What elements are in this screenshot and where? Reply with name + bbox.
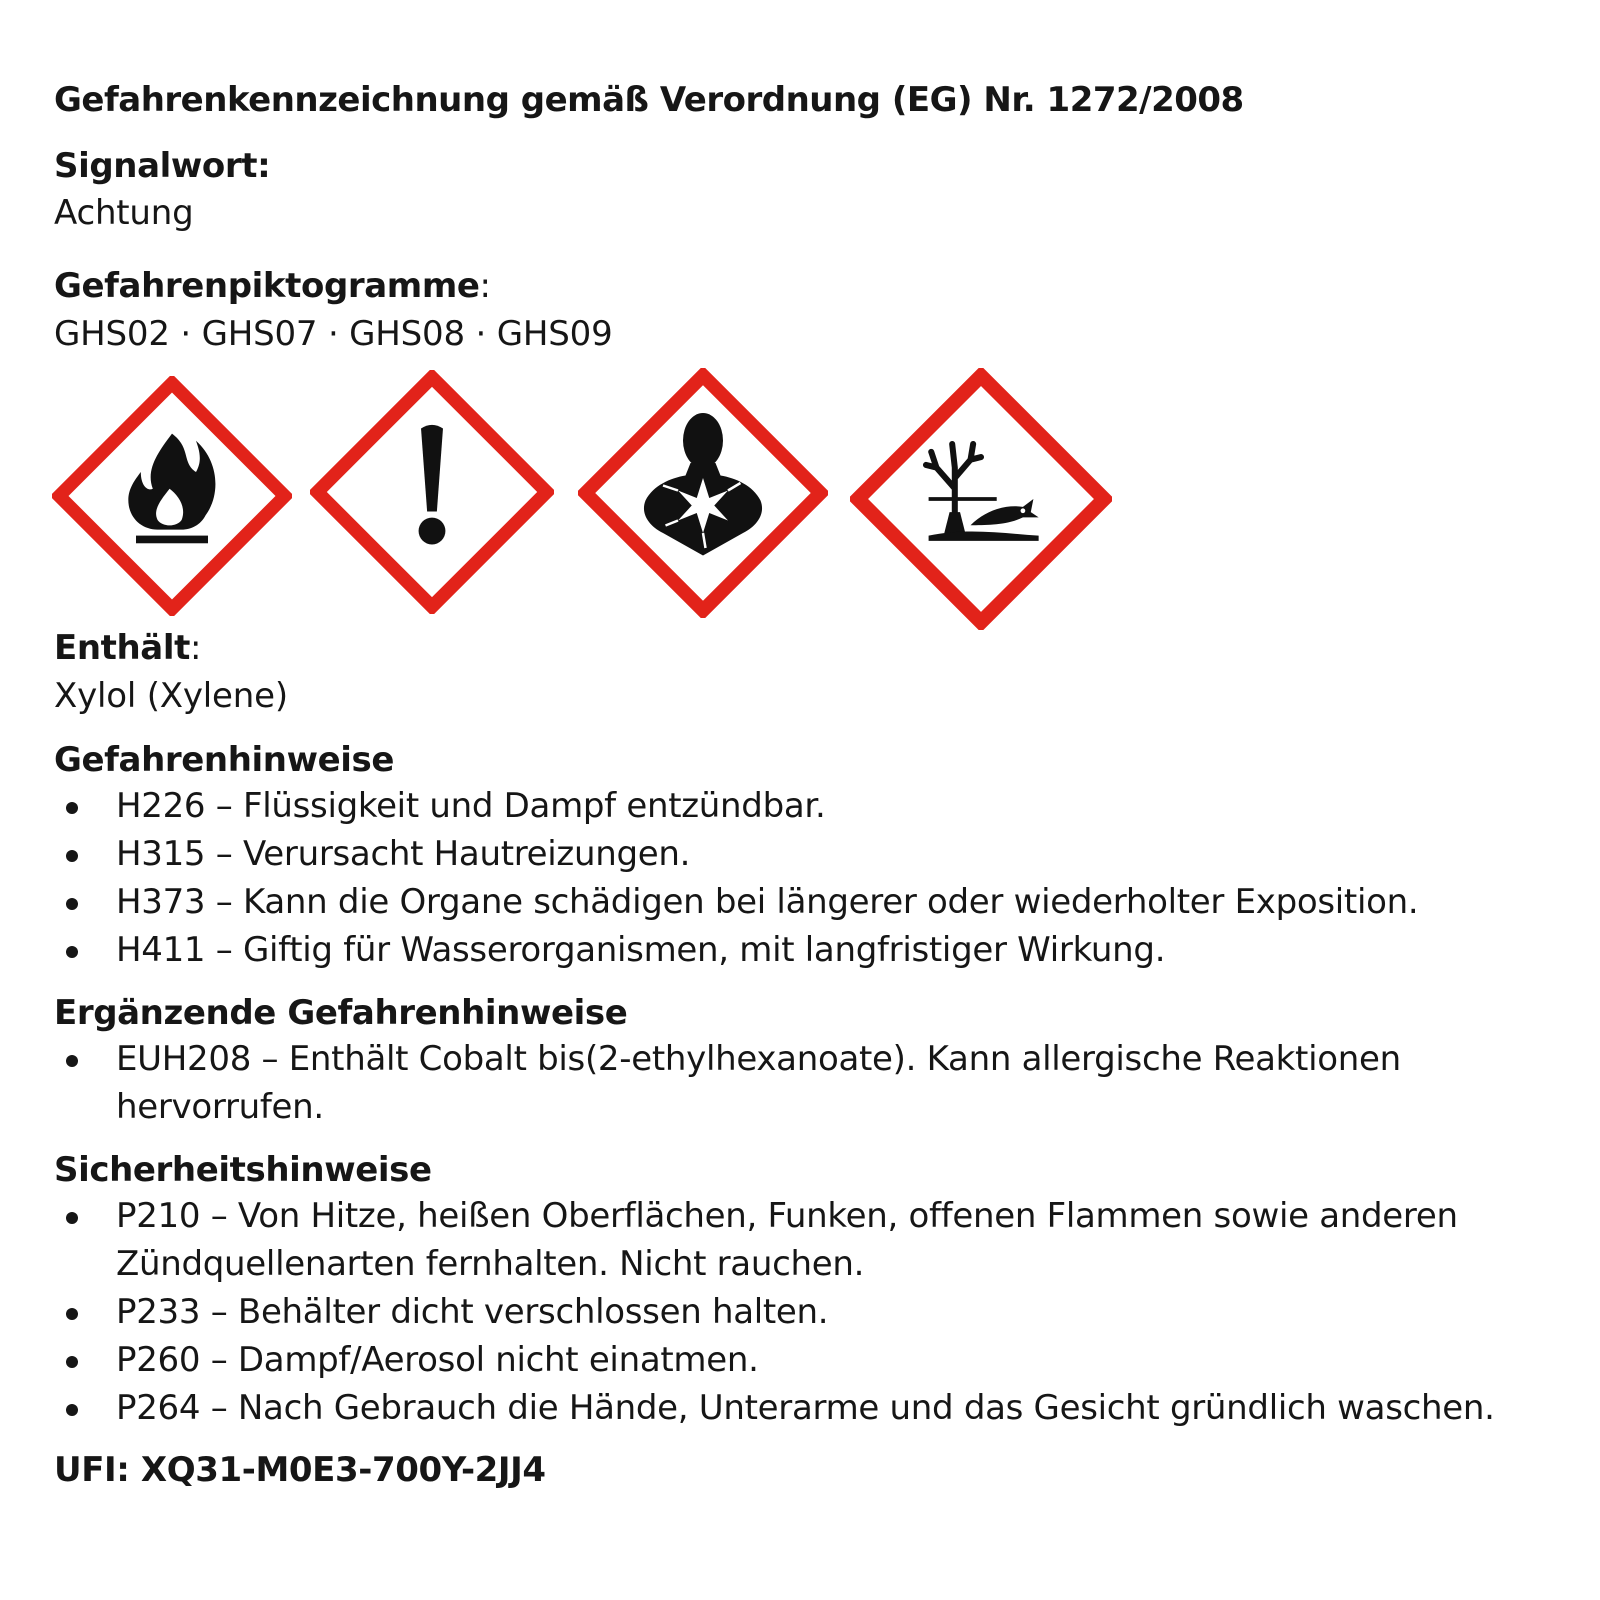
list-item-line: P210 – Von Hitze, heißen Oberflächen, Funken, offenen Flammen sowie anderen bbox=[116, 1196, 1458, 1236]
list-item: H373 – Kann die Organe schädigen bei längerer oder wiederholter Exposition. bbox=[54, 878, 1418, 926]
list-item: H226 – Flüssigkeit und Dampf entzündbar. bbox=[54, 782, 1418, 830]
hazard-statements-heading: Gefahrenhinweise bbox=[54, 740, 395, 780]
list-item bbox=[54, 1192, 1495, 1288]
signal-word-value: Achtung bbox=[54, 193, 194, 233]
contains-heading bbox=[54, 628, 201, 668]
pictograms-colon: : bbox=[479, 266, 491, 306]
list-item: P260 – Dampf/Aerosol nicht einatmen. bbox=[54, 1336, 1495, 1384]
list-item: P233 – Behälter dicht verschlossen halten. bbox=[54, 1288, 1495, 1336]
environment-icon bbox=[850, 368, 1112, 630]
contains-value: Xylol (Xylene) bbox=[54, 676, 288, 716]
contains-label: Enthält bbox=[54, 628, 190, 668]
pictograms-heading bbox=[54, 266, 491, 306]
health-hazard-icon bbox=[578, 368, 828, 618]
supplementary-list bbox=[54, 1035, 1401, 1131]
supplementary-heading: Ergänzende Gefahrenhinweise bbox=[54, 993, 628, 1033]
ufi-code: UFI: XQ31-M0E3-700Y-2JJ4 bbox=[54, 1450, 546, 1490]
pictograms-label: Gefahrenpiktogramme bbox=[54, 266, 480, 306]
hazard-statements-list bbox=[54, 782, 1418, 974]
list-item: H315 – Verursacht Hautreizungen. bbox=[54, 830, 1418, 878]
list-item: H411 – Giftig für Wasserorganismen, mit langfristiger Wirkung. bbox=[54, 926, 1418, 974]
list-item-line: EUH208 – Enthält Cobalt bis(2-ethylhexanoate). Kann allergische Reaktionen bbox=[116, 1039, 1401, 1079]
list-item: P264 – Nach Gebrauch die Hände, Unterarme und das Gesicht gründlich waschen. bbox=[54, 1384, 1495, 1432]
contains-colon: : bbox=[189, 628, 202, 668]
flame-icon bbox=[52, 376, 292, 616]
list-item-line: hervorrufen. bbox=[116, 1087, 324, 1127]
precautionary-heading: Sicherheitshinweise bbox=[54, 1150, 432, 1190]
exclamation-mark-icon bbox=[310, 370, 554, 614]
page-title: Gefahrenkennzeichnung gemäß Verordnung (EG) Nr. 1272/2008 bbox=[54, 80, 1244, 120]
list-item bbox=[54, 1035, 1401, 1131]
precautionary-list bbox=[54, 1192, 1495, 1432]
pictogram-codes: GHS02 · GHS07 · GHS08 · GHS09 bbox=[54, 314, 613, 354]
list-item-line: Zündquellenarten fernhalten. Nicht rauchen. bbox=[116, 1244, 865, 1284]
signal-word-label: Signalwort: bbox=[54, 146, 271, 186]
